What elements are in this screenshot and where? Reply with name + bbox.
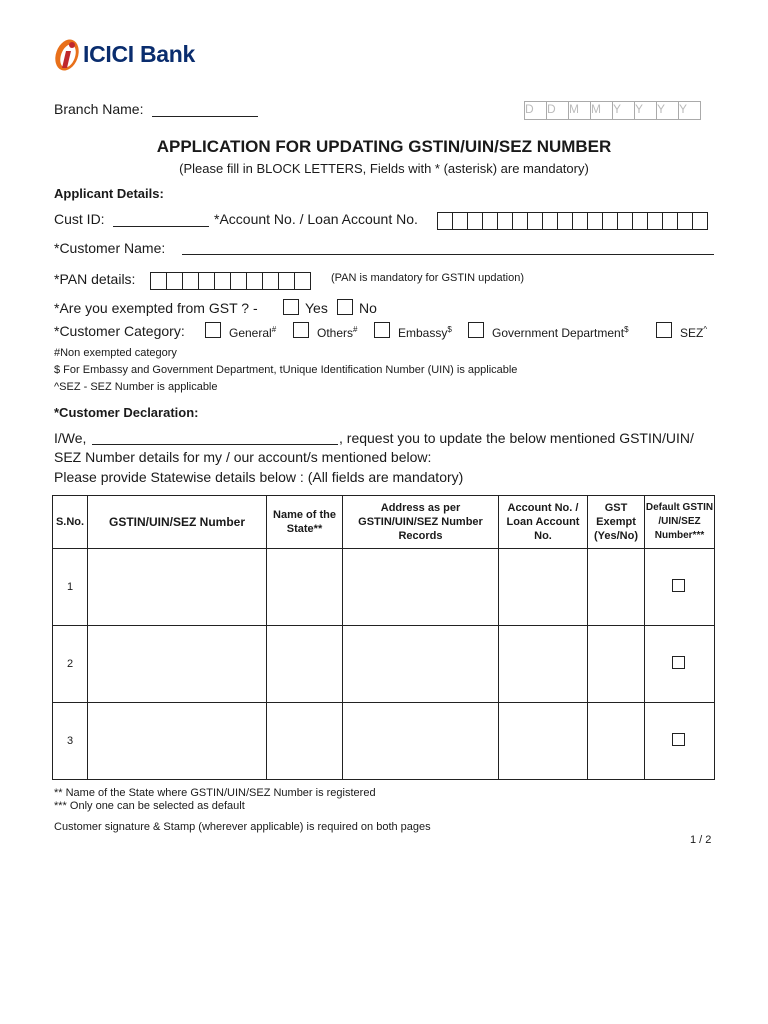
category-embassy-label: Embassy$ [398, 325, 452, 340]
category-government-label: Government Department$ [492, 325, 629, 340]
character-box[interactable] [557, 212, 573, 230]
category-government-checkbox[interactable] [468, 322, 484, 338]
character-box[interactable] [166, 272, 183, 290]
category-note: $ For Embassy and Government Department, tUnique Identification Number (UIN) is applicable [54, 364, 518, 376]
row-number: 2 [53, 626, 88, 703]
customer-name-label: *Customer Name: [54, 240, 166, 256]
state-cell[interactable] [267, 549, 343, 626]
date-digit-box[interactable]: D [546, 101, 569, 120]
branch-name-field[interactable] [152, 116, 258, 117]
footnote: *** Only one can be selected as default [54, 800, 245, 812]
footnote: ** Name of the State where GSTIN/UIN/SEZ Number is registered [54, 787, 376, 799]
declaration-text: , request you to update the below mentioned GSTIN/UIN/ [339, 430, 694, 446]
category-note: #Non exempted category [54, 347, 177, 359]
character-box[interactable] [662, 212, 678, 230]
date-digit-box[interactable]: Y [612, 101, 635, 120]
character-box[interactable] [527, 212, 543, 230]
row-number: 1 [53, 549, 88, 626]
character-box[interactable] [198, 272, 215, 290]
character-box[interactable] [617, 212, 633, 230]
pan-note: (PAN is mandatory for GSTIN updation) [331, 272, 524, 284]
date-digit-box[interactable]: D [524, 101, 547, 120]
pan-label: *PAN details: [54, 271, 136, 287]
account-cell[interactable] [499, 703, 588, 780]
statewise-details-table [52, 495, 715, 780]
character-box[interactable] [497, 212, 513, 230]
account-cell[interactable] [499, 626, 588, 703]
character-box[interactable] [246, 272, 263, 290]
default-checkbox[interactable] [672, 656, 685, 669]
gstin-cell[interactable] [88, 626, 267, 703]
declaration-instruction: Please provide Statewise details below : (All fields are mandatory) [54, 469, 464, 485]
character-box[interactable] [262, 272, 279, 290]
header-default: Default GSTIN /UIN/SEZ Number*** [645, 496, 715, 549]
character-box[interactable] [632, 212, 648, 230]
category-others-label: Others# [317, 325, 358, 340]
state-cell[interactable] [267, 703, 343, 780]
category-general-checkbox[interactable] [205, 322, 221, 338]
cust-id-label: Cust ID: [54, 211, 105, 227]
customer-name-field[interactable] [182, 254, 714, 255]
exempt-no-label: No [359, 300, 377, 316]
character-box[interactable] [437, 212, 453, 230]
account-number-field[interactable] [438, 212, 708, 230]
character-box[interactable] [602, 212, 618, 230]
page-number: 1 / 2 [690, 834, 712, 846]
character-box[interactable] [542, 212, 558, 230]
address-cell[interactable] [343, 626, 499, 703]
exempt-no-checkbox[interactable] [337, 299, 353, 315]
row-number: 3 [53, 703, 88, 780]
header-state: Name of the State** [267, 496, 343, 549]
declaration-text: SEZ Number details for my / our account/s mentioned below: [54, 449, 432, 465]
date-digit-box[interactable]: Y [678, 101, 701, 120]
character-box[interactable] [452, 212, 468, 230]
gst-exempt-cell[interactable] [588, 549, 645, 626]
state-cell[interactable] [267, 626, 343, 703]
date-digit-box[interactable]: M [590, 101, 613, 120]
account-cell[interactable] [499, 549, 588, 626]
declaration-heading: *Customer Declaration: [54, 405, 199, 420]
character-box[interactable] [294, 272, 311, 290]
character-box[interactable] [692, 212, 708, 230]
gst-exempt-cell[interactable] [588, 703, 645, 780]
gst-exempt-cell[interactable] [588, 626, 645, 703]
category-general-label: General# [229, 325, 277, 340]
character-box[interactable] [512, 212, 528, 230]
header-address: Address as per GSTIN/UIN/SEZ Number Records [343, 496, 499, 549]
character-box[interactable] [214, 272, 231, 290]
form-subtitle: (Please fill in BLOCK LETTERS, Fields with * (asterisk) are mandatory) [179, 161, 589, 176]
gstin-cell[interactable] [88, 703, 267, 780]
category-sez-label: SEZ^ [680, 325, 708, 340]
exempt-yes-label: Yes [305, 300, 328, 316]
customer-category-label: *Customer Category: [54, 323, 185, 339]
exempt-yes-checkbox[interactable] [283, 299, 299, 315]
brand-name: ICICI Bank [83, 40, 196, 67]
default-cell [645, 703, 715, 780]
icici-logo-icon [52, 35, 82, 73]
address-cell[interactable] [343, 703, 499, 780]
table-row [53, 626, 715, 703]
date-field[interactable] [525, 101, 701, 120]
header-sno: S.No. [53, 496, 88, 549]
gst-exempt-label: *Are you exempted from GST ? - [54, 300, 258, 316]
account-number-label: *Account No. / Loan Account No. [214, 211, 418, 227]
character-box[interactable] [482, 212, 498, 230]
header-gstin: GSTIN/UIN/SEZ Number [88, 496, 267, 549]
category-others-checkbox[interactable] [293, 322, 309, 338]
header-gst-exempt: GST Exempt (Yes/No) [588, 496, 645, 549]
character-box[interactable] [230, 272, 247, 290]
address-cell[interactable] [343, 549, 499, 626]
applicant-heading: Applicant Details: [54, 186, 164, 201]
default-checkbox[interactable] [672, 733, 685, 746]
default-cell [645, 549, 715, 626]
category-embassy-checkbox[interactable] [374, 322, 390, 338]
gstin-cell[interactable] [88, 549, 267, 626]
declarant-name-field[interactable] [92, 444, 338, 445]
bank-logo [52, 34, 195, 74]
signature-note: Customer signature & Stamp (wherever applicable) is required on both pages [54, 821, 431, 833]
character-box[interactable] [278, 272, 295, 290]
date-digit-box[interactable]: Y [634, 101, 657, 120]
character-box[interactable] [677, 212, 693, 230]
character-box[interactable] [182, 272, 199, 290]
table-row [53, 703, 715, 780]
pan-field[interactable] [151, 272, 311, 290]
character-box[interactable] [647, 212, 663, 230]
category-sez-checkbox[interactable] [656, 322, 672, 338]
default-checkbox[interactable] [672, 579, 685, 592]
character-box[interactable] [572, 212, 588, 230]
character-box[interactable] [150, 272, 167, 290]
declaration-prefix: I/We, [54, 430, 87, 446]
default-cell [645, 626, 715, 703]
category-note: ^SEZ - SEZ Number is applicable [54, 381, 218, 393]
cust-id-field[interactable] [113, 226, 209, 227]
branch-name-label: Branch Name: [54, 101, 144, 117]
character-box[interactable] [467, 212, 483, 230]
form-title: APPLICATION FOR UPDATING GSTIN/UIN/SEZ NUMBER [156, 137, 612, 156]
date-digit-box[interactable]: Y [656, 101, 679, 120]
character-box[interactable] [587, 212, 603, 230]
table-row [53, 549, 715, 626]
date-digit-box[interactable]: M [568, 101, 591, 120]
header-account: Account No. / Loan Account No. [499, 496, 588, 549]
